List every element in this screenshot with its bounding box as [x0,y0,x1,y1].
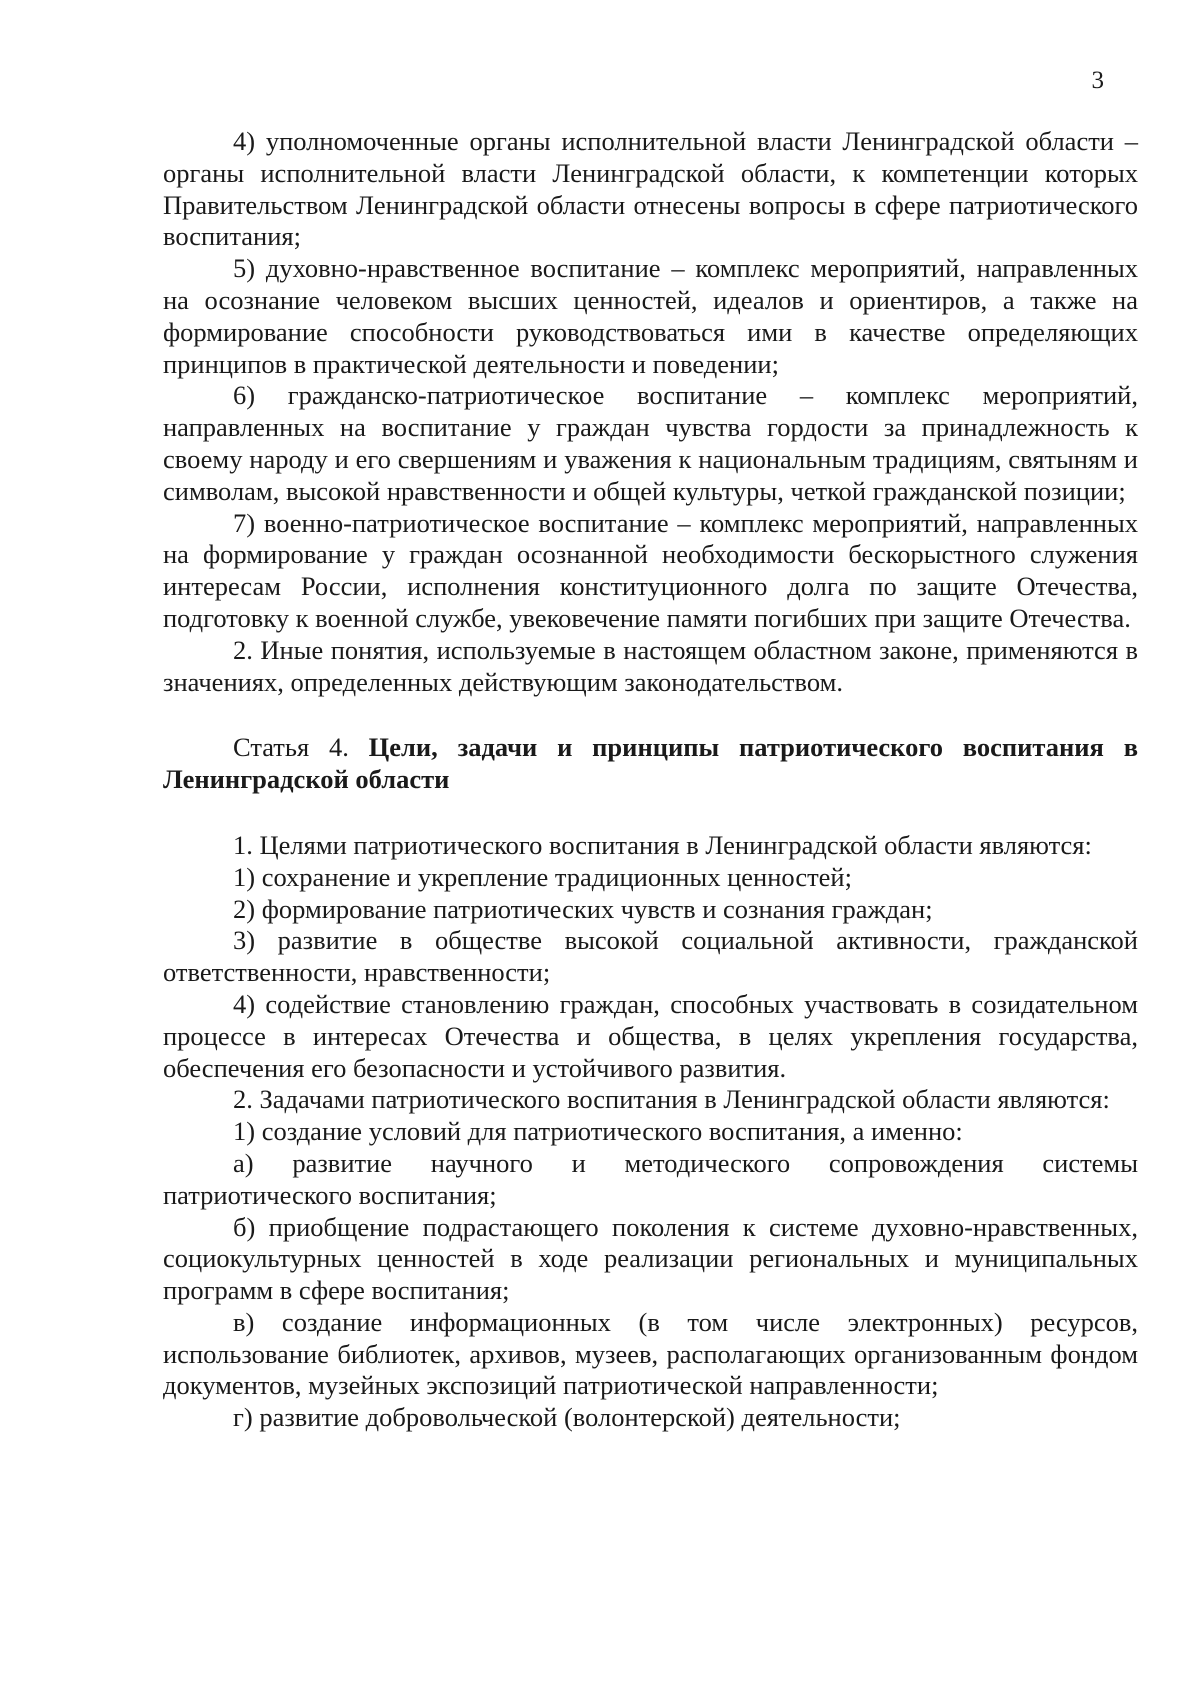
paragraph-definition-4: 4) уполномоченные органы исполнительной власти Ленинградской области – органы исполнительной власти Ленинградской области, к компетенции которых Правительством Ленинградской области отнесены вопросы в сфере патриотического воспитания; [163,126,1138,252]
article-title: Цели, задачи и принципы патриотического воспитания в Ленинградской области [163,732,1139,795]
article-heading [163,732,1138,796]
page-number: 3 [1091,67,1104,94]
paragraph-definition-5: 5) духовно-нравственное воспитание – комплекс мероприятий, направленных на осознание человеком высших ценностей, идеалов и ориентиров, а также на формирование способности руководствоваться ими в качестве определяющих принципов в практической деятельности и поведении; [163,253,1138,379]
paragraph-task-1: 1) создание условий для патриотического воспитания, а именно: [233,1116,963,1147]
paragraph-definition-6: 6) гражданско-патриотическое воспитание – комплекс мероприятий, направленных на воспитание у граждан чувства гордости за принадлежность к своему народу и его свершениям и уважения к национальным традициям, святыням и символам, высокой нравственности и общей культуры, четкой гражданской позиции; [163,380,1138,506]
paragraph-goal-3: 3) развитие в обществе высокой социальной активности, гражданской ответственности, нравственности; [163,925,1138,988]
paragraph-task-1d: г) развитие добровольческой (волонтерской) деятельности; [233,1402,901,1433]
paragraph-goal-4: 4) содействие становлению граждан, способных участвовать в созидательном процессе в интересах Отечества и общества, в целях укрепления государства, обеспечения его безопасности и устойчивого развития. [163,988,1138,1083]
document-body [163,126,1138,1434]
paragraph-goal-1: 1) сохранение и укрепление традиционных ценностей; [233,861,852,892]
paragraph-goal-2: 2) формирование патриотических чувств и сознания граждан; [233,893,933,924]
article-label: Статья 4. [233,732,349,763]
paragraph-task-1a: а) развитие научного и методического сопровождения системы патриотического воспитания; [163,1147,1138,1210]
paragraph-other-terms: 2. Иные понятия, используемые в настоящем областном законе, применяются в значениях, определенных действующим законодательством. [163,634,1138,697]
paragraph-goals-intro: 1. Целями патриотического воспитания в Ленинградской области являются: [233,829,1092,860]
paragraph-task-1b: б) приобщение подрастающего поколения к системе духовно-нравственных, социокультурных ценностей в ходе реализации региональных и муниципальных программ в сфере воспитания; [163,1211,1138,1306]
paragraph-definition-7: 7) военно-патриотическое воспитание – комплекс мероприятий, направленных на формирование у граждан осознанной необходимости бескорыстного служения интересам России, исполнения конституционного долга по защите Отечества, подготовку к военной службе, увековечение памяти погибших при защите Отечества. [163,507,1138,633]
paragraph-tasks-intro: 2. Задачами патриотического воспитания в Ленинградской области являются: [233,1084,1110,1115]
paragraph-task-1c: в) создание информационных (в том числе электронных) ресурсов, использование библиотек, архивов, музеев, располагающих организованным фондом документов, музейных экспозиций патриотической направленности; [163,1306,1138,1401]
